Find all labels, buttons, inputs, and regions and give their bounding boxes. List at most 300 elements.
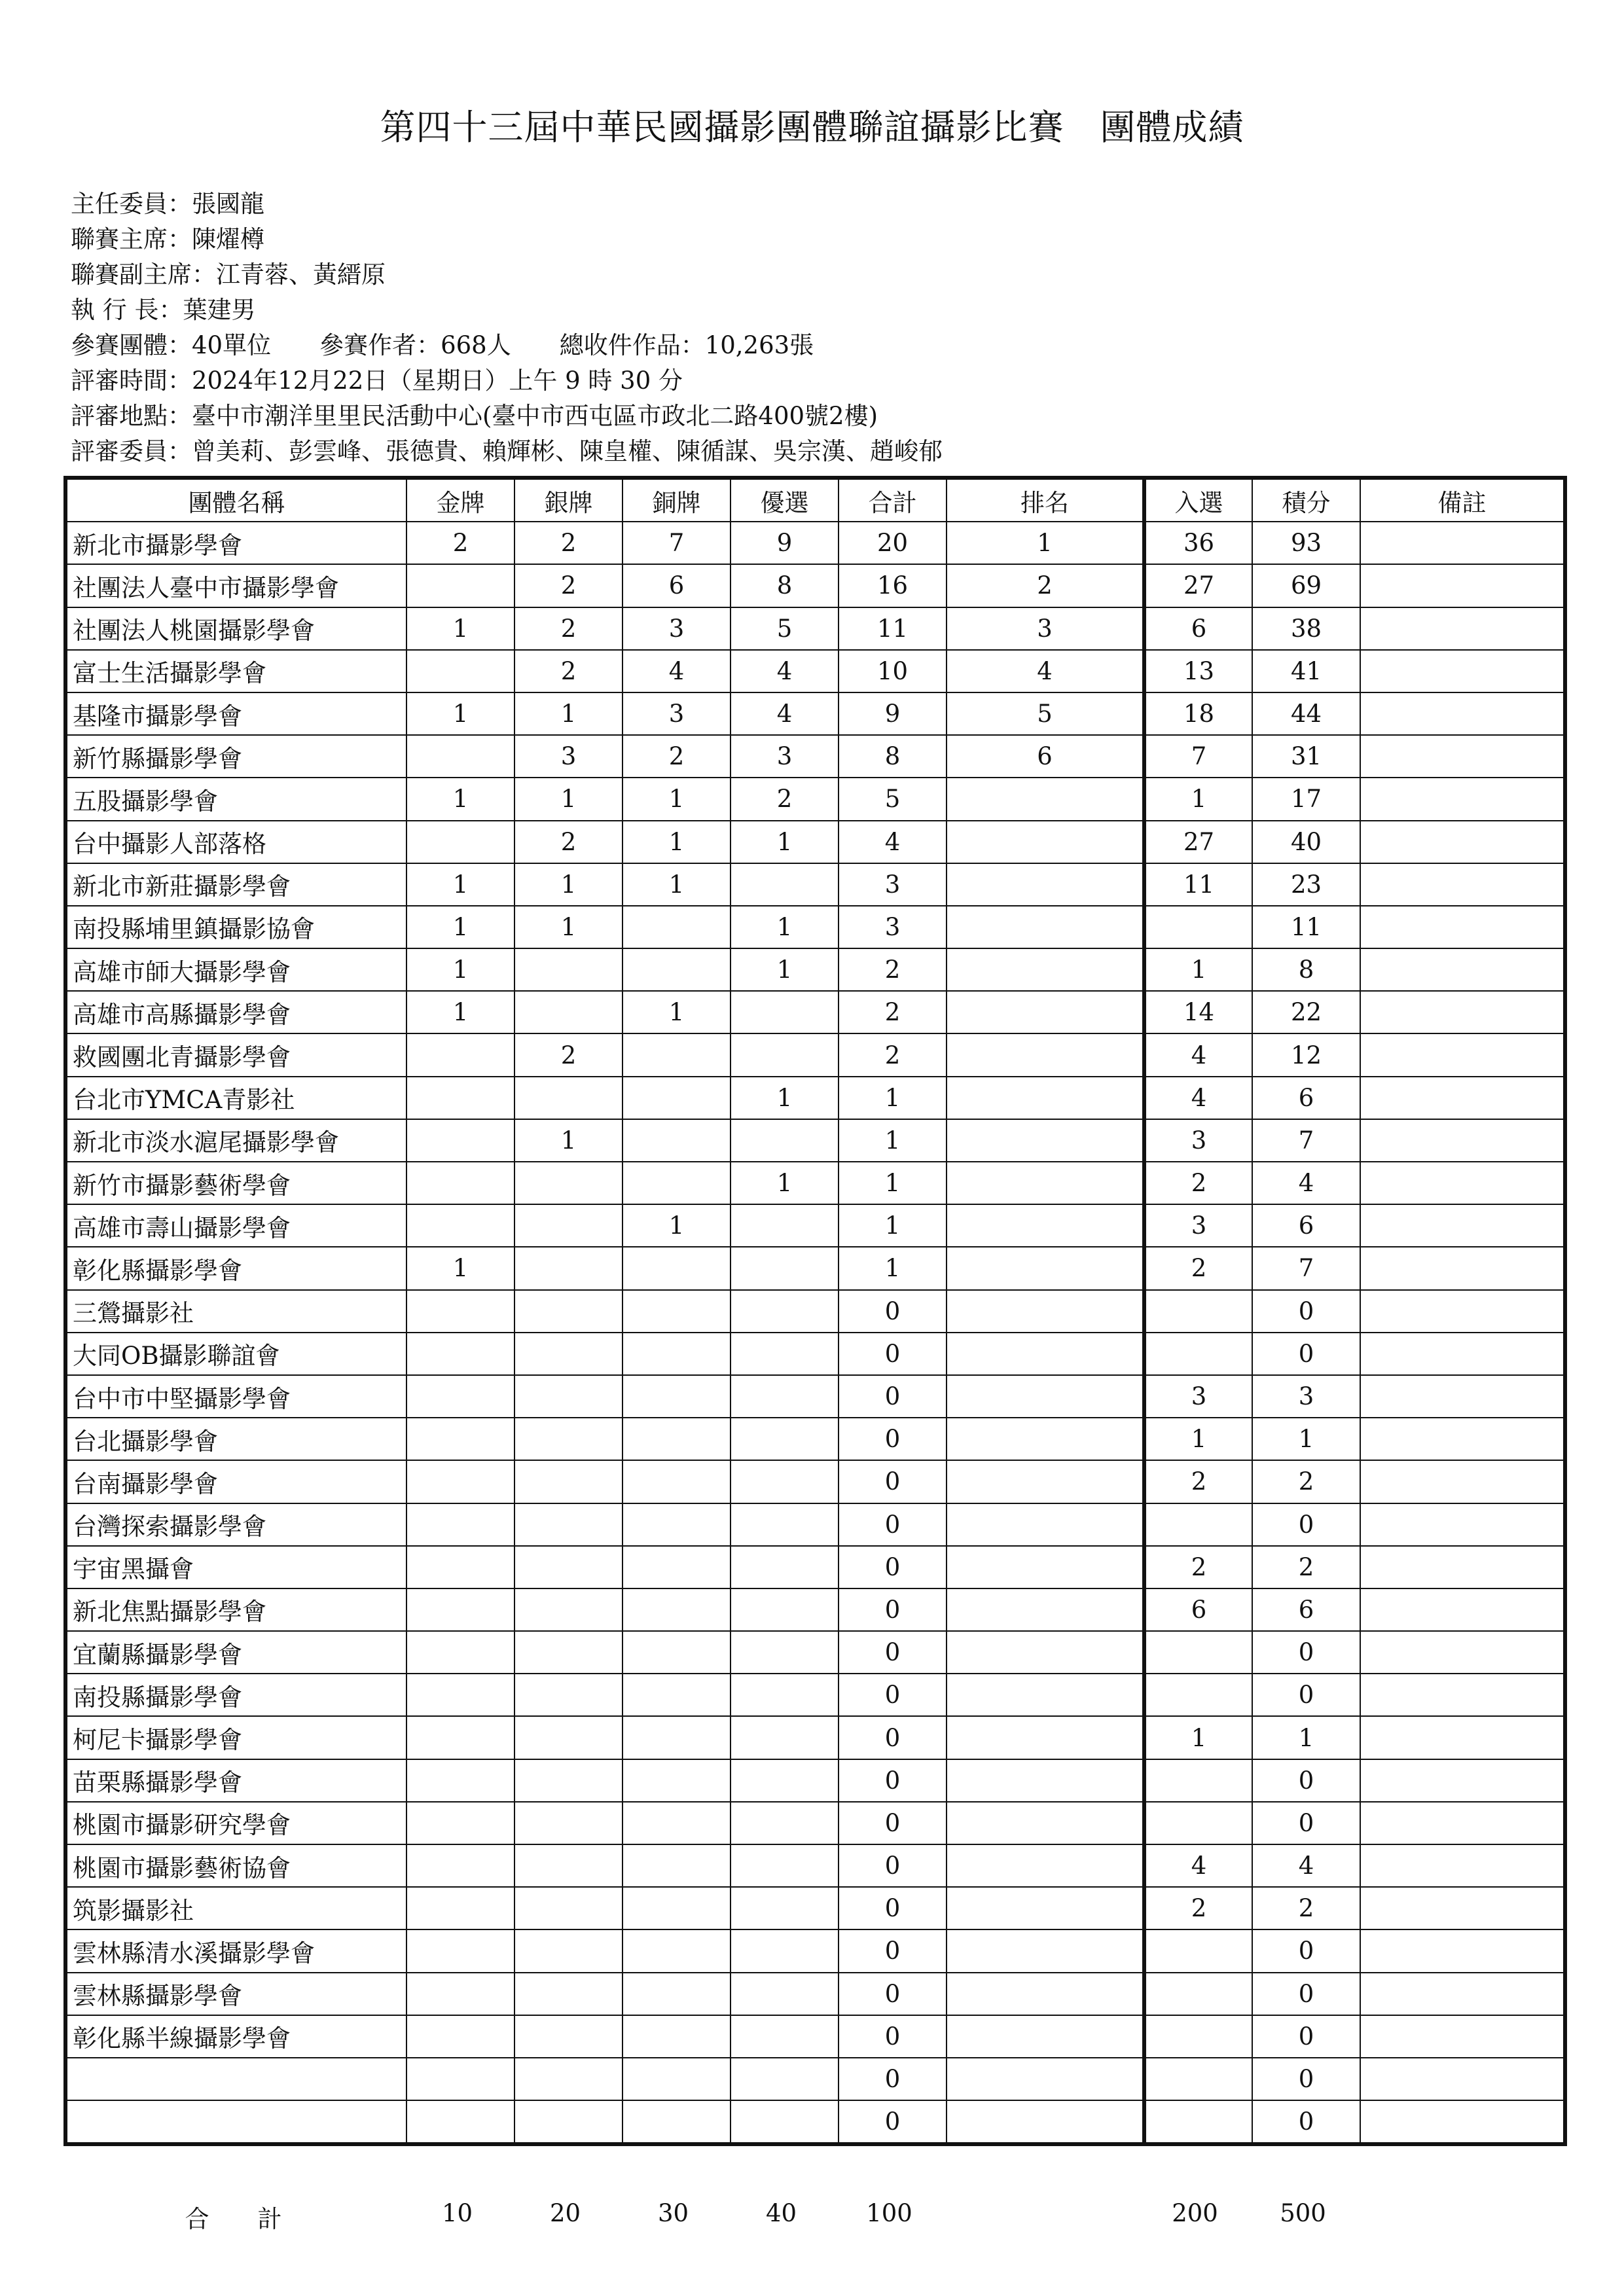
bronze-count-cell	[623, 1290, 731, 1333]
points-cell: 40	[1252, 821, 1360, 863]
silver-count-cell: 1	[514, 692, 623, 735]
league-chair: 聯賽主席：陳燿樽	[71, 225, 264, 253]
bronze-count-cell	[623, 1716, 731, 1759]
gold-count-cell	[406, 2100, 514, 2143]
team-name-cell: 台北攝影學會	[67, 1418, 406, 1460]
merit-count-cell	[731, 1973, 839, 2015]
merit-count-cell	[731, 1802, 839, 1844]
points-cell: 6	[1252, 1077, 1360, 1119]
rank-cell	[947, 1588, 1144, 1631]
team-name-cell: 富士生活攝影學會	[67, 650, 406, 692]
merit-count-cell: 1	[731, 906, 839, 948]
table-row	[67, 2058, 1564, 2100]
bronze-count-cell	[623, 1887, 731, 1929]
points-cell: 2	[1252, 1460, 1360, 1503]
table-row	[67, 1716, 1564, 1759]
selected-count-cell: 2	[1144, 1546, 1252, 1588]
silver-count-cell	[514, 1418, 623, 1460]
sum-count-cell: 0	[839, 1674, 947, 1716]
remarks-cell	[1360, 1973, 1564, 2015]
team-name-cell	[67, 2058, 406, 2100]
selected-count-cell	[1144, 2015, 1252, 2058]
rank-cell	[947, 1119, 1144, 1162]
sum-count-cell: 0	[839, 2015, 947, 2058]
gold-count-cell	[406, 1674, 514, 1716]
table-row	[67, 1375, 1564, 1418]
merit-count-cell	[731, 1844, 839, 1887]
gold-count-cell	[406, 1033, 514, 1076]
sum-count-cell: 2	[839, 991, 947, 1033]
total-silver: 20	[549, 2199, 581, 2227]
silver-count-cell: 2	[514, 650, 623, 692]
bronze-count-cell: 1	[623, 778, 731, 820]
gold-count-cell	[406, 1588, 514, 1631]
event-info	[71, 187, 943, 469]
header-rank: 排名	[947, 479, 1144, 522]
points-cell: 0	[1252, 1674, 1360, 1716]
sum-count-cell: 1	[839, 1077, 947, 1119]
points-cell: 6	[1252, 1588, 1360, 1631]
team-name-cell: 彰化縣半線攝影學會	[67, 2015, 406, 2058]
rank-cell	[947, 1759, 1144, 1802]
merit-count-cell: 1	[731, 821, 839, 863]
selected-count-cell: 1	[1144, 778, 1252, 820]
team-name-cell: 南投縣埔里鎮攝影協會	[67, 906, 406, 948]
gold-count-cell: 1	[406, 1247, 514, 1289]
table-row	[67, 1887, 1564, 1929]
table-row	[67, 564, 1564, 607]
merit-count-cell	[731, 1290, 839, 1333]
bronze-count-cell: 4	[623, 650, 731, 692]
team-name-cell: 救國團北青攝影學會	[67, 1033, 406, 1076]
rank-cell	[947, 1716, 1144, 1759]
bronze-count-cell	[623, 1802, 731, 1844]
table-row	[67, 1844, 1564, 1887]
merit-count-cell	[731, 1247, 839, 1289]
table-row	[67, 1033, 1564, 1076]
remarks-cell	[1360, 2058, 1564, 2100]
selected-count-cell	[1144, 1929, 1252, 1972]
table-row	[67, 863, 1564, 906]
rank-cell	[947, 821, 1144, 863]
selected-count-cell: 6	[1144, 607, 1252, 650]
gold-count-cell	[406, 1546, 514, 1588]
table-header-row	[67, 479, 1564, 522]
bronze-count-cell	[623, 1077, 731, 1119]
team-name-cell: 宇宙黑攝會	[67, 1546, 406, 1588]
silver-count-cell	[514, 1802, 623, 1844]
silver-count-cell: 1	[514, 1119, 623, 1162]
sum-count-cell: 1	[839, 1162, 947, 1204]
header-sum: 合計	[839, 479, 947, 522]
silver-count-cell	[514, 2015, 623, 2058]
remarks-cell	[1360, 1247, 1564, 1289]
points-cell: 0	[1252, 1802, 1360, 1844]
sum-count-cell: 8	[839, 735, 947, 778]
table-row	[67, 1759, 1564, 1802]
selected-count-cell: 3	[1144, 1204, 1252, 1247]
selected-count-cell: 3	[1144, 1119, 1252, 1162]
silver-count-cell	[514, 1674, 623, 1716]
team-name-cell: 宜蘭縣攝影學會	[67, 1631, 406, 1674]
bronze-count-cell	[623, 906, 731, 948]
team-name-cell: 新北焦點攝影學會	[67, 1588, 406, 1631]
header-silver: 銀牌	[514, 479, 623, 522]
rank-cell	[947, 778, 1144, 820]
silver-count-cell	[514, 1844, 623, 1887]
selected-count-cell	[1144, 1631, 1252, 1674]
points-cell: 22	[1252, 991, 1360, 1033]
rank-cell	[947, 2058, 1144, 2100]
remarks-cell	[1360, 1375, 1564, 1418]
merit-count-cell	[731, 1759, 839, 1802]
gold-count-cell	[406, 1333, 514, 1375]
team-name-cell: 雲林縣攝影學會	[67, 1973, 406, 2015]
header-gold: 金牌	[406, 479, 514, 522]
gold-count-cell	[406, 1503, 514, 1546]
rank-cell: 4	[947, 650, 1144, 692]
sum-count-cell: 0	[839, 1887, 947, 1929]
bronze-count-cell: 1	[623, 821, 731, 863]
team-name-cell	[67, 2100, 406, 2143]
selected-count-cell: 27	[1144, 821, 1252, 863]
silver-count-cell	[514, 1759, 623, 1802]
points-cell: 0	[1252, 1290, 1360, 1333]
gold-count-cell	[406, 1887, 514, 1929]
judging-location: 評審地點：臺中市潮洋里里民活動中心(臺中市西屯區市政北二路400號2樓)	[71, 402, 878, 430]
total-points: 500	[1280, 2199, 1326, 2227]
table-row	[67, 1973, 1564, 2015]
team-name-cell: 五股攝影學會	[67, 778, 406, 820]
team-name-cell: 大同OB攝影聯誼會	[67, 1333, 406, 1375]
silver-count-cell	[514, 2058, 623, 2100]
rank-cell	[947, 1802, 1144, 1844]
team-name-cell: 台北市YMCA青影社	[67, 1077, 406, 1119]
table-row	[67, 692, 1564, 735]
silver-count-cell	[514, 1375, 623, 1418]
remarks-cell	[1360, 650, 1564, 692]
rank-cell	[947, 1162, 1144, 1204]
sum-count-cell: 9	[839, 692, 947, 735]
team-name-cell: 柯尼卡攝影學會	[67, 1716, 406, 1759]
remarks-cell	[1360, 906, 1564, 948]
merit-count-cell	[731, 1588, 839, 1631]
silver-count-cell: 2	[514, 522, 623, 564]
silver-count-cell	[514, 1503, 623, 1546]
total-gold: 10	[441, 2199, 473, 2227]
merit-count-cell	[731, 1033, 839, 1076]
gold-count-cell	[406, 1973, 514, 2015]
bronze-count-cell: 3	[623, 692, 731, 735]
merit-count-cell	[731, 1460, 839, 1503]
sum-count-cell: 4	[839, 821, 947, 863]
merit-count-cell	[731, 2100, 839, 2143]
table-row	[67, 991, 1564, 1033]
team-name-cell: 社團法人桃園攝影學會	[67, 607, 406, 650]
team-name-cell: 桃園市攝影研究學會	[67, 1802, 406, 1844]
rank-cell	[947, 1460, 1144, 1503]
merit-count-cell	[731, 1887, 839, 1929]
merit-count-cell	[731, 1418, 839, 1460]
remarks-cell	[1360, 1162, 1564, 1204]
silver-count-cell: 1	[514, 906, 623, 948]
team-name-cell: 筑影攝影社	[67, 1887, 406, 1929]
gold-count-cell	[406, 650, 514, 692]
silver-count-cell: 1	[514, 778, 623, 820]
sum-count-cell: 0	[839, 2058, 947, 2100]
bronze-count-cell: 1	[623, 991, 731, 1033]
selected-count-cell	[1144, 1802, 1252, 1844]
team-name-cell: 台中攝影人部落格	[67, 821, 406, 863]
merit-count-cell: 1	[731, 948, 839, 991]
table-row	[67, 1119, 1564, 1162]
merit-count-cell: 9	[731, 522, 839, 564]
selected-count-cell	[1144, 1503, 1252, 1546]
header-selected: 入選	[1144, 479, 1252, 522]
sum-count-cell: 1	[839, 1204, 947, 1247]
table-row	[67, 1333, 1564, 1375]
sum-count-cell: 0	[839, 1802, 947, 1844]
rank-cell	[947, 1844, 1144, 1887]
team-name-cell: 台中市中堅攝影學會	[67, 1375, 406, 1418]
header-remarks: 備註	[1360, 479, 1564, 522]
silver-count-cell	[514, 1588, 623, 1631]
silver-count-cell	[514, 991, 623, 1033]
total-bronze: 30	[657, 2199, 689, 2227]
points-cell: 69	[1252, 564, 1360, 607]
team-name-cell: 三鶯攝影社	[67, 1290, 406, 1333]
gold-count-cell: 2	[406, 522, 514, 564]
remarks-cell	[1360, 991, 1564, 1033]
merit-count-cell: 2	[731, 778, 839, 820]
sum-count-cell: 3	[839, 906, 947, 948]
bronze-count-cell	[623, 1929, 731, 1972]
table-row	[67, 1631, 1564, 1674]
sum-count-cell: 0	[839, 1844, 947, 1887]
points-cell: 44	[1252, 692, 1360, 735]
bronze-count-cell	[623, 1033, 731, 1076]
silver-count-cell	[514, 1546, 623, 1588]
table-row	[67, 1204, 1564, 1247]
silver-count-cell: 2	[514, 564, 623, 607]
sum-count-cell: 11	[839, 607, 947, 650]
selected-count-cell	[1144, 1759, 1252, 1802]
gold-count-cell	[406, 1802, 514, 1844]
sum-count-cell: 0	[839, 1418, 947, 1460]
points-cell: 2	[1252, 1887, 1360, 1929]
chief-committee: 主任委員：張國龍	[71, 190, 264, 218]
points-cell: 4	[1252, 1162, 1360, 1204]
rank-cell	[947, 1247, 1144, 1289]
merit-count-cell	[731, 1716, 839, 1759]
selected-count-cell: 1	[1144, 948, 1252, 991]
gold-count-cell	[406, 2058, 514, 2100]
remarks-cell	[1360, 1033, 1564, 1076]
points-cell: 0	[1252, 1973, 1360, 2015]
table-row	[67, 1162, 1564, 1204]
bronze-count-cell	[623, 948, 731, 991]
bronze-count-cell	[623, 1162, 731, 1204]
sum-count-cell: 20	[839, 522, 947, 564]
gold-count-cell	[406, 1631, 514, 1674]
merit-count-cell: 1	[731, 1077, 839, 1119]
selected-count-cell: 6	[1144, 1588, 1252, 1631]
bronze-count-cell	[623, 1674, 731, 1716]
silver-count-cell	[514, 948, 623, 991]
bronze-count-cell	[623, 1546, 731, 1588]
rank-cell	[947, 2015, 1144, 2058]
rank-cell	[947, 1033, 1144, 1076]
gold-count-cell	[406, 821, 514, 863]
bronze-count-cell	[623, 1247, 731, 1289]
sum-count-cell: 5	[839, 778, 947, 820]
selected-count-cell	[1144, 2058, 1252, 2100]
sum-count-cell: 0	[839, 1588, 947, 1631]
remarks-cell	[1360, 1460, 1564, 1503]
selected-count-cell: 2	[1144, 1887, 1252, 1929]
remarks-cell	[1360, 1759, 1564, 1802]
remarks-cell	[1360, 1844, 1564, 1887]
sum-count-cell: 0	[839, 1929, 947, 1972]
team-name-cell: 新北市攝影學會	[67, 522, 406, 564]
table-row	[67, 1460, 1564, 1503]
table-row	[67, 1802, 1564, 1844]
table-row	[67, 1546, 1564, 1588]
remarks-cell	[1360, 863, 1564, 906]
selected-count-cell	[1144, 1290, 1252, 1333]
silver-count-cell	[514, 1460, 623, 1503]
selected-count-cell: 4	[1144, 1077, 1252, 1119]
bronze-count-cell	[623, 2058, 731, 2100]
remarks-cell	[1360, 778, 1564, 820]
bronze-count-cell: 1	[623, 1204, 731, 1247]
gold-count-cell: 1	[406, 863, 514, 906]
silver-count-cell	[514, 2100, 623, 2143]
gold-count-cell: 1	[406, 948, 514, 991]
judges: 評審委員：曾美莉、彭雲峰、張德貴、賴輝彬、陳皇權、陳循謀、吳宗漢、趙峻郁	[71, 437, 943, 465]
remarks-cell	[1360, 735, 1564, 778]
team-name-cell: 台南攝影學會	[67, 1460, 406, 1503]
gold-count-cell	[406, 1759, 514, 1802]
sum-count-cell: 0	[839, 1631, 947, 1674]
gold-count-cell	[406, 1716, 514, 1759]
remarks-cell	[1360, 564, 1564, 607]
team-name-cell: 彰化縣攝影學會	[67, 1247, 406, 1289]
table-row	[67, 1588, 1564, 1631]
silver-count-cell	[514, 1077, 623, 1119]
table-row	[67, 1290, 1564, 1333]
team-name-cell: 高雄市高縣攝影學會	[67, 991, 406, 1033]
selected-count-cell	[1144, 1333, 1252, 1375]
gold-count-cell	[406, 1077, 514, 1119]
header-points: 積分	[1252, 479, 1360, 522]
header-merit: 優選	[731, 479, 839, 522]
silver-count-cell	[514, 1204, 623, 1247]
team-name-cell: 基隆市攝影學會	[67, 692, 406, 735]
points-cell: 7	[1252, 1247, 1360, 1289]
merit-count-cell	[731, 1546, 839, 1588]
merit-count-cell: 8	[731, 564, 839, 607]
points-cell: 0	[1252, 1503, 1360, 1546]
gold-count-cell: 1	[406, 778, 514, 820]
bronze-count-cell	[623, 1460, 731, 1503]
selected-count-cell: 7	[1144, 735, 1252, 778]
remarks-cell	[1360, 1119, 1564, 1162]
gold-count-cell	[406, 1290, 514, 1333]
silver-count-cell	[514, 1929, 623, 1972]
silver-count-cell	[514, 1887, 623, 1929]
gold-count-cell	[406, 1119, 514, 1162]
team-name-cell: 新北市淡水滬尾攝影學會	[67, 1119, 406, 1162]
silver-count-cell	[514, 1716, 623, 1759]
totals-label: 合 計	[185, 2205, 282, 2233]
gold-count-cell: 1	[406, 692, 514, 735]
rank-cell	[947, 1375, 1144, 1418]
sum-count-cell: 0	[839, 1460, 947, 1503]
team-name-cell: 桃園市攝影藝術協會	[67, 1844, 406, 1887]
merit-count-cell	[731, 1503, 839, 1546]
points-cell: 7	[1252, 1119, 1360, 1162]
rank-cell: 1	[947, 522, 1144, 564]
gold-count-cell	[406, 1162, 514, 1204]
sum-count-cell: 0	[839, 1973, 947, 2015]
sum-count-cell: 0	[839, 1333, 947, 1375]
team-name-cell: 南投縣攝影學會	[67, 1674, 406, 1716]
merit-count-cell	[731, 2015, 839, 2058]
bronze-count-cell: 7	[623, 522, 731, 564]
table-row	[67, 2015, 1564, 2058]
merit-count-cell	[731, 1119, 839, 1162]
silver-count-cell	[514, 1290, 623, 1333]
bronze-count-cell	[623, 1119, 731, 1162]
rank-cell	[947, 1631, 1144, 1674]
table-row	[67, 948, 1564, 991]
silver-count-cell: 2	[514, 1033, 623, 1076]
points-cell: 12	[1252, 1033, 1360, 1076]
bronze-count-cell: 2	[623, 735, 731, 778]
points-cell: 1	[1252, 1418, 1360, 1460]
selected-count-cell: 4	[1144, 1033, 1252, 1076]
sum-count-cell: 1	[839, 1247, 947, 1289]
merit-count-cell	[731, 2058, 839, 2100]
rank-cell	[947, 1503, 1144, 1546]
points-cell: 3	[1252, 1375, 1360, 1418]
table-row	[67, 650, 1564, 692]
remarks-cell	[1360, 821, 1564, 863]
gold-count-cell	[406, 1204, 514, 1247]
points-cell: 1	[1252, 1716, 1360, 1759]
selected-count-cell	[1144, 1973, 1252, 2015]
remarks-cell	[1360, 1333, 1564, 1375]
selected-count-cell	[1144, 2100, 1252, 2143]
sum-count-cell: 0	[839, 1716, 947, 1759]
merit-count-cell	[731, 1631, 839, 1674]
selected-count-cell: 27	[1144, 564, 1252, 607]
remarks-cell	[1360, 1716, 1564, 1759]
merit-count-cell: 4	[731, 650, 839, 692]
results-table	[63, 476, 1567, 2146]
gold-count-cell: 1	[406, 607, 514, 650]
judging-time: 評審時間：2024年12月22日（星期日）上午 9 時 30 分	[71, 367, 683, 395]
rank-cell	[947, 1418, 1144, 1460]
sum-count-cell: 10	[839, 650, 947, 692]
silver-count-cell	[514, 1973, 623, 2015]
selected-count-cell: 36	[1144, 522, 1252, 564]
remarks-cell	[1360, 1546, 1564, 1588]
bronze-count-cell: 6	[623, 564, 731, 607]
table-row	[67, 607, 1564, 650]
merit-count-cell: 4	[731, 692, 839, 735]
